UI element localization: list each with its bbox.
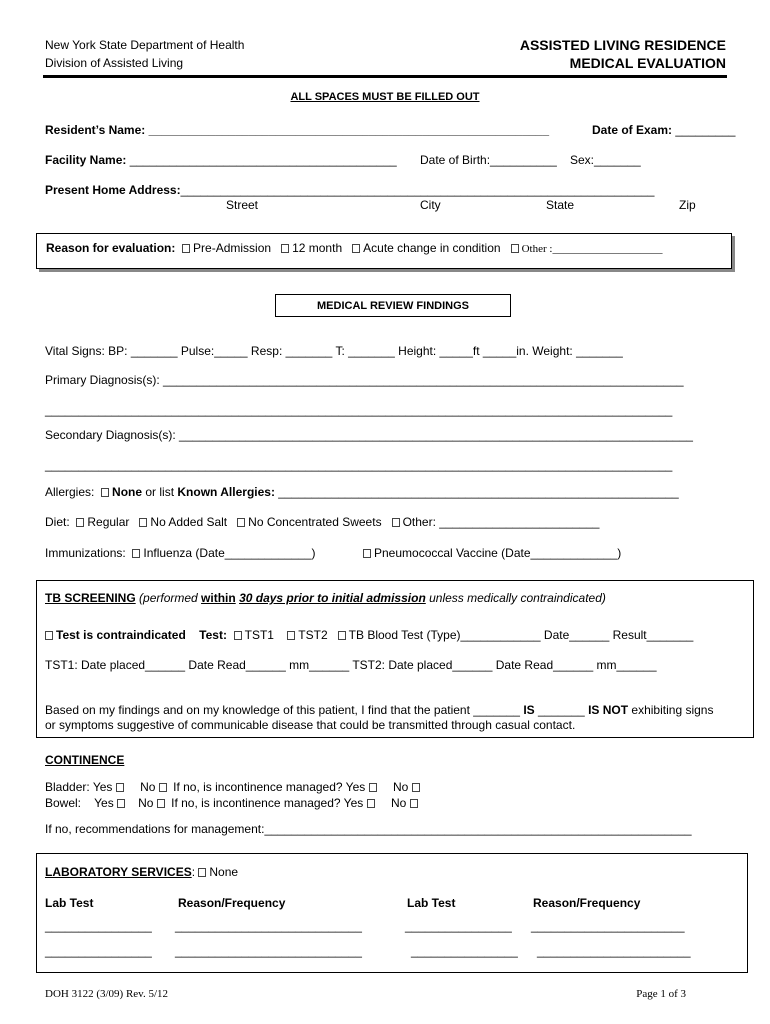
review-title: MEDICAL REVIEW FINDINGS <box>317 300 469 312</box>
known-allergies-label: Known Allergies: <box>177 485 275 499</box>
primary-diagnosis-field[interactable]: Primary Diagnosis(s): ______________________________________________________________________________ <box>45 373 684 387</box>
bladder-no-checkbox[interactable] <box>159 783 167 792</box>
bowel-managed-no-checkbox[interactable] <box>410 799 418 808</box>
no-salt-checkbox[interactable] <box>139 518 147 527</box>
influenza-date-field[interactable]: Influenza (Date_____________) <box>143 546 316 560</box>
pneumococcal-checkbox[interactable] <box>363 549 371 558</box>
allergies-or-text: or list <box>145 485 175 499</box>
bladder-managed-no-checkbox[interactable] <box>412 783 420 792</box>
other-diet-checkbox[interactable] <box>392 518 400 527</box>
other-diet-field[interactable]: ________________________ <box>435 515 600 529</box>
lab-none-label: None <box>209 865 239 879</box>
bowel-row <box>45 796 421 810</box>
tb-days: 30 days prior to initial admission <box>239 591 426 605</box>
influenza-checkbox[interactable] <box>132 549 140 558</box>
lab-row1-test2[interactable]: ________________ <box>405 919 512 933</box>
state-caption: State <box>546 198 575 212</box>
bladder-row <box>45 780 423 794</box>
no-sweets-checkbox[interactable] <box>237 518 245 527</box>
lab-row2-reason1[interactable]: ____________________________ <box>175 944 362 958</box>
continence-title: CONTINENCE <box>45 753 125 767</box>
bladder-no-label: No <box>140 780 156 794</box>
lab-test-col2-header: Lab Test <box>407 896 456 910</box>
is-not-blank[interactable]: _______ <box>534 703 589 717</box>
is-not-label: IS NOT <box>588 703 629 717</box>
facility-row <box>45 153 397 167</box>
lab-row2-test2[interactable]: ________________ <box>411 944 518 958</box>
department-name: New York State Department of Health <box>45 38 245 52</box>
lab-row2-test1[interactable]: ________________ <box>45 944 152 958</box>
city-caption: City <box>420 198 441 212</box>
resident-name-field[interactable]: Resident’s Name: ____________________________________________________________ <box>45 123 550 137</box>
secondary-diagnosis-field[interactable]: Secondary Diagnosis(s): _____________________________________________________________________________ <box>45 428 693 442</box>
tb-test-row <box>45 628 693 642</box>
sex-field[interactable]: Sex:_______ <box>570 153 641 167</box>
exam-date-field[interactable] <box>592 123 735 137</box>
bladder-yes-checkbox[interactable] <box>116 783 124 792</box>
other-label: Other : <box>521 243 553 255</box>
test-label: Test: <box>199 628 227 642</box>
acute-change-label: Acute change in condition <box>363 241 501 255</box>
tb-paren-open: (performed <box>135 591 202 605</box>
form-title-line1: ASSISTED LIVING RESIDENCE <box>519 37 726 53</box>
reason-col1-header: Reason/Frequency <box>178 896 286 910</box>
lab-services-title: LABORATORY SERVICES <box>45 865 192 879</box>
pre-admission-label: Pre-Admission <box>193 241 272 255</box>
tb-header <box>45 591 606 605</box>
form-title-line2: MEDICAL EVALUATION <box>569 55 726 71</box>
secondary-diagnosis-continued[interactable]: ______________________________________________________________________________________________ <box>45 458 673 472</box>
is-label: IS <box>523 703 535 717</box>
acute-change-checkbox[interactable] <box>352 244 360 253</box>
known-allergies-field[interactable]: ____________________________________________________________ <box>274 485 679 499</box>
exam-date-blank: _________ <box>675 123 736 137</box>
dob-field[interactable]: Date of Birth:__________ <box>420 153 557 167</box>
facility-field[interactable]: ________________________________________ <box>126 153 397 167</box>
lab-services-colon: : <box>191 865 196 879</box>
reason-col2-header: Reason/Frequency <box>533 896 641 910</box>
tst1-label: TST1 <box>244 628 274 642</box>
address-row <box>45 183 654 197</box>
zip-caption: Zip <box>679 198 696 212</box>
other-diet-label: Other: <box>402 515 436 529</box>
other-field[interactable]: ____________________ <box>552 243 663 255</box>
bladder-managed-yes-checkbox[interactable] <box>369 783 377 792</box>
division-name: Division of Assisted Living <box>45 56 184 70</box>
blood-test-checkbox[interactable] <box>338 631 346 640</box>
bladder-yes-label: Bladder: Yes <box>45 780 113 794</box>
primary-diagnosis-continued[interactable]: ______________________________________________________________________________________________ <box>45 403 673 417</box>
tb-findings-line1 <box>45 703 713 717</box>
contraindicated-label: Test is contraindicated <box>56 628 186 642</box>
reason-label: Reason for evaluation: <box>46 241 176 255</box>
tb-title: TB SCREENING <box>45 591 136 605</box>
immunizations-row <box>45 546 316 560</box>
tst-dates-row[interactable]: TST1: Date placed______ Date Read______ mm______ TST2: Date placed______ Date Read______ mm______ <box>45 658 657 672</box>
bowel-no-checkbox[interactable] <box>157 799 165 808</box>
management-recommendations-field[interactable]: If no, recommendations for management:________________________________________________________________ <box>45 822 692 836</box>
regular-diet-label: Regular <box>87 515 130 529</box>
lab-row1-test1[interactable]: ________________ <box>45 919 152 933</box>
header-divider <box>43 75 727 78</box>
lab-test-col1-header: Lab Test <box>45 896 94 910</box>
address-label: Present Home Address: <box>45 183 181 197</box>
lab-none-checkbox[interactable] <box>198 868 206 877</box>
findings-text: Based on my findings and on my knowledge of this patient, I find that the patient _______ <box>45 703 524 717</box>
page-number: Page 1 of 3 <box>636 988 686 1000</box>
bowel-managed-no-label: No <box>390 796 407 810</box>
bowel-yes-label: Bowel: Yes <box>45 796 114 810</box>
pneumococcal-date-field[interactable]: Pneumococcal Vaccine (Date_____________) <box>374 546 622 560</box>
pneumococcal-group <box>363 546 621 560</box>
vital-signs-fields[interactable]: Vital Signs: BP: _______ Pulse:_____ Resp: _______ T: _______ Height: _____ft _____in. Weight: _______ <box>45 344 623 358</box>
bowel-no-label: No <box>138 796 154 810</box>
tb-paren-close: unless medically contraindicated) <box>425 591 606 605</box>
diet-label: Diet: <box>45 515 70 529</box>
allergies-none-label: None <box>112 485 143 499</box>
bowel-managed-yes-checkbox[interactable] <box>367 799 375 808</box>
12-month-label: 12 month <box>292 241 343 255</box>
bowel-yes-checkbox[interactable] <box>117 799 125 808</box>
instruction-text: ALL SPACES MUST BE FILLED OUT <box>290 91 480 103</box>
findings-text-end: exhibiting signs <box>628 703 714 717</box>
contraindicated-checkbox[interactable] <box>45 631 53 640</box>
street-caption: Street <box>226 198 259 212</box>
reason-row <box>46 241 662 255</box>
regular-diet-checkbox[interactable] <box>76 518 84 527</box>
bladder-managed-label: If no, is incontinence managed? Yes <box>173 780 366 794</box>
lab-services-header <box>45 865 238 879</box>
lab-row1-reason2[interactable]: _______________________ <box>531 919 685 933</box>
allergies-label: Allergies: <box>45 485 95 499</box>
allergies-row <box>45 485 679 499</box>
tb-findings-line2: or symptoms suggestive of communicable disease that could be transmitted through casual contact. <box>45 718 576 732</box>
diet-row <box>45 515 599 529</box>
tst2-checkbox[interactable] <box>287 631 295 640</box>
no-salt-label: No Added Salt <box>150 515 228 529</box>
tst1-checkbox[interactable] <box>234 631 242 640</box>
bladder-managed-no-label: No <box>392 780 409 794</box>
tst2-label: TST2 <box>298 628 328 642</box>
exam-date-label: Date of Exam: <box>592 123 673 137</box>
lab-row1-reason1[interactable]: ____________________________ <box>175 919 362 933</box>
12-month-checkbox[interactable] <box>281 244 289 253</box>
other-checkbox[interactable] <box>511 244 519 253</box>
address-field[interactable]: _______________________________________________________________________ <box>180 183 655 197</box>
tb-within: within <box>201 591 236 605</box>
pre-admission-checkbox[interactable] <box>182 244 190 253</box>
lab-row2-reason2[interactable]: _______________________ <box>537 944 691 958</box>
immunizations-label: Immunizations: <box>45 546 126 560</box>
blood-test-fields[interactable]: TB Blood Test (Type)____________ Date______ Result_______ <box>348 628 694 642</box>
form-number: DOH 3122 (3/09) Rev. 5/12 <box>45 988 169 1000</box>
bowel-managed-label: If no, is incontinence managed? Yes <box>171 796 364 810</box>
allergies-none-checkbox[interactable] <box>101 488 109 497</box>
no-sweets-label: No Concentrated Sweets <box>248 515 382 529</box>
facility-label: Facility Name: <box>45 153 127 167</box>
